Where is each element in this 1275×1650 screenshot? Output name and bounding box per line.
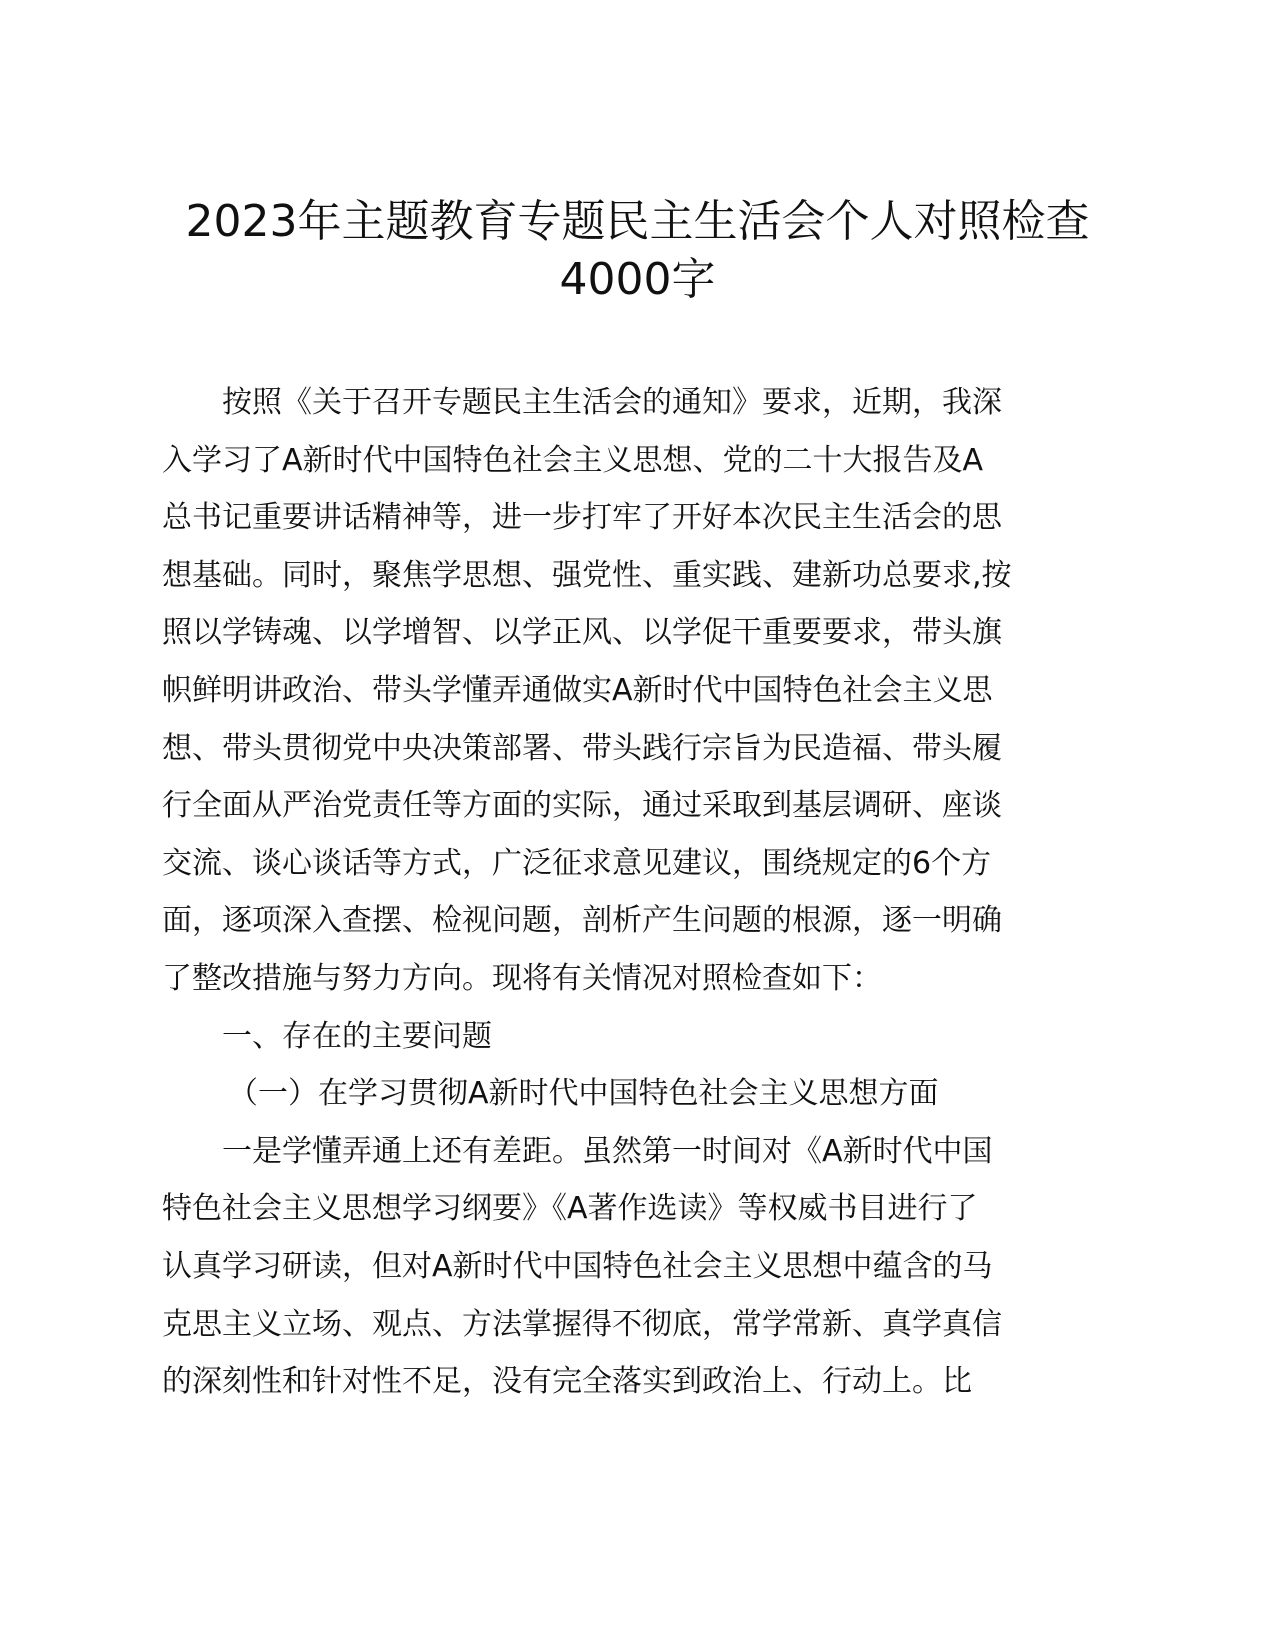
paragraph-line: 面，逐项深入查摆、检视问题，剖析产生问题的根源，逐一明确 [162, 903, 1002, 939]
document-title [150, 192, 1125, 307]
section-heading [162, 1008, 1094, 1066]
title-line: 2023年主题教育专题民主生活会个人对照检查 [185, 196, 1090, 247]
paragraph-line: 照以学铸魂、以学增智、以学正风、以学促干重要要求，带头旗 [162, 615, 1002, 651]
paragraph-line: 特色社会主义思想学习纲要》《A著作选读》等权威书目进行了 [162, 1191, 978, 1227]
paragraph-line: 行全面从严治党责任等方面的实际，通过采取到基层调研、座谈 [162, 788, 1002, 824]
paragraph-line: 一是学懂弄通上还有差距。虽然第一时间对《A新时代中国 [222, 1133, 993, 1169]
paragraph-line: 交流、谈心谈话等方式，广泛征求意见建议，围绕规定的6个方 [162, 845, 992, 881]
paragraph-line: 想、带头贯彻党中央决策部署、带头践行宗旨为民造福、带头履 [162, 730, 1002, 766]
paragraph-line: 按照《关于召开专题民主生活会的通知》要求，近期，我深 [222, 385, 1002, 420]
subsection-heading-text: （一）在学习贯彻A新时代中国特色社会主义思想方面 [228, 1076, 939, 1112]
point-paragraph [162, 1123, 1094, 1411]
paragraph-line: 总书记重要讲话精神等，进一步打牢了开好本次民主生活会的思 [162, 500, 1002, 536]
section-heading-text: 一、存在的主要问题 [222, 1018, 492, 1054]
document-body [162, 374, 1094, 1411]
subsection-heading [162, 1065, 1094, 1123]
paragraph-line: 帜鲜明讲政治、带头学懂弄通做实A新时代中国特色社会主义思 [162, 672, 993, 708]
paragraph-line: 的深刻性和针对性不足，没有完全落实到政治上、行动上。比 [162, 1364, 972, 1400]
paragraph-line: 想基础。同时，聚焦学思想、强党性、重实践、建新功总要求,按 [162, 557, 1012, 593]
paragraph-line: 入学习了A新时代中国特色社会主义思想、党的二十大报告及A [162, 442, 984, 478]
paragraph-line: 克思主义立场、观点、方法掌握得不彻底，常学常新、真学真信 [162, 1306, 1002, 1342]
title-line: 4000字 [559, 253, 716, 305]
paragraph-line: 了整改措施与努力方向。现将有关情况对照检查如下： [162, 960, 882, 996]
paragraph-line: 认真学习研读，但对A新时代中国特色社会主义思想中蕴含的马 [162, 1248, 993, 1284]
intro-paragraph [162, 374, 1094, 1008]
